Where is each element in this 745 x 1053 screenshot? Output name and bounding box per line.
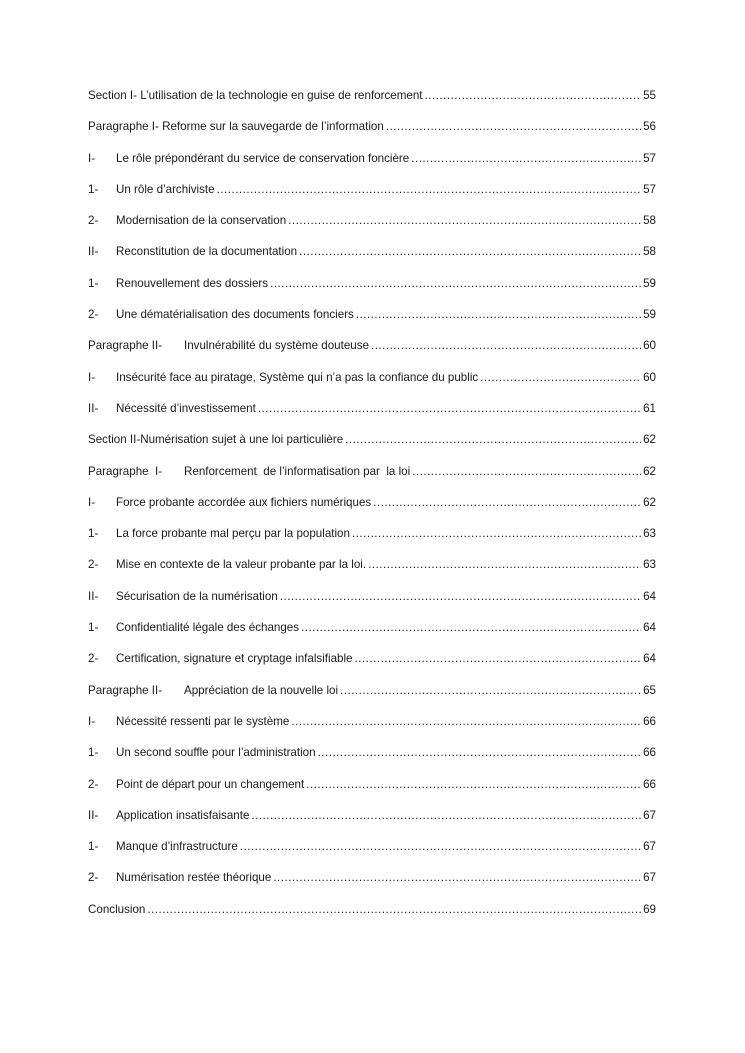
toc-entry-number: 1-	[88, 527, 99, 541]
toc-entry[interactable]	[88, 149, 656, 180]
toc-entry-number: I-	[88, 370, 96, 384]
toc-entry[interactable]	[88, 681, 656, 712]
toc-entry[interactable]	[88, 524, 656, 555]
toc-dot-leader	[306, 775, 641, 795]
toc-entry[interactable]	[88, 806, 656, 837]
toc-dot-leader	[480, 368, 641, 388]
toc-entry-page: 63	[643, 558, 656, 572]
toc-dot-leader	[240, 837, 641, 857]
toc-entry-page: 67	[643, 840, 656, 854]
toc-entry-title: Modernisation de la conservation	[116, 214, 287, 228]
toc-entry-number: II-	[88, 808, 99, 822]
toc-entry-title: Une dématérialisation des documents fonciers	[116, 308, 354, 322]
table-of-contents	[88, 86, 656, 931]
toc-entry-page: 58	[643, 245, 656, 259]
toc-entry[interactable]	[88, 242, 656, 273]
toc-entry-title: Insécurité face au piratage, Système qui n’a pas la confiance du public	[116, 370, 479, 384]
toc-entry-page: 64	[643, 652, 656, 666]
toc-entry-title: Un second souffle pour l’administration	[116, 746, 316, 760]
toc-entry[interactable]	[88, 868, 656, 899]
toc-dot-leader	[318, 743, 642, 763]
toc-dot-leader	[217, 180, 642, 200]
toc-entry-page: 59	[643, 308, 656, 322]
toc-entry-number: II-	[88, 589, 99, 603]
toc-entry-number: 2-	[88, 871, 99, 885]
toc-entry[interactable]	[88, 117, 656, 148]
toc-entry-page: 64	[643, 589, 656, 603]
toc-entry-page: 57	[643, 182, 656, 196]
toc-entry-number: Paragraphe II-	[88, 683, 163, 697]
toc-dot-leader	[355, 649, 642, 669]
toc-entry-number: 1-	[88, 840, 99, 854]
toc-entry-page: 66	[643, 777, 656, 791]
toc-dot-leader	[352, 524, 641, 544]
toc-entry[interactable]	[88, 837, 656, 868]
toc-entry-number: I-	[88, 495, 96, 509]
toc-dot-leader	[288, 211, 641, 231]
toc-entry-title: Invulnérabilité du système douteuse	[184, 339, 369, 353]
toc-entry-title: Paragraphe I- Reforme sur la sauvegarde de l’information	[88, 120, 384, 134]
toc-entry-title: Renforcement de l’informatisation par la loi	[184, 464, 411, 478]
toc-entry-page: 60	[643, 339, 656, 353]
toc-dot-leader	[299, 242, 641, 262]
toc-entry-page: 69	[643, 902, 656, 916]
toc-entry-number: I-	[88, 151, 96, 165]
toc-entry-page: 65	[643, 683, 656, 697]
toc-entry[interactable]	[88, 399, 656, 430]
toc-entry-number: 1-	[88, 276, 99, 290]
toc-entry-number: 2-	[88, 308, 99, 322]
toc-entry-title: Numérisation restée théorique	[116, 871, 272, 885]
toc-dot-leader	[386, 117, 641, 137]
toc-entry-number: 2-	[88, 214, 99, 228]
toc-entry-title: Manque d’infrastructure	[116, 840, 238, 854]
toc-entry-page: 66	[643, 714, 656, 728]
toc-entry-title: Sécurisation de la numérisation	[116, 589, 278, 603]
toc-entry[interactable]	[88, 305, 656, 336]
toc-entry-page: 67	[643, 808, 656, 822]
toc-entry[interactable]	[88, 743, 656, 774]
toc-entry-page: 60	[643, 370, 656, 384]
toc-entry-page: 55	[643, 89, 656, 102]
toc-entry-title: Application insatisfaisante	[116, 808, 250, 822]
toc-entry-number: 1-	[88, 182, 99, 196]
toc-entry-title: Section I- L’utilisation de la technologie en guise de renforcement	[88, 89, 423, 102]
toc-entry[interactable]	[88, 775, 656, 806]
toc-entry-title: Certification, signature et cryptage infalsifiable	[116, 652, 353, 666]
toc-dot-leader	[340, 681, 641, 701]
toc-entry[interactable]	[88, 712, 656, 743]
toc-entry-page: 61	[643, 401, 656, 415]
toc-entry-title: Confidentialité légale des échanges	[116, 621, 300, 635]
toc-entry-page: 62	[643, 495, 656, 509]
toc-entry-title: Section II-Numérisation sujet à une loi particulière	[88, 433, 344, 447]
toc-entry-page: 56	[643, 120, 656, 134]
toc-entry[interactable]	[88, 336, 656, 367]
toc-entry-title: La force probante mal perçu par la population	[116, 527, 350, 541]
toc-entry-title: Point de départ pour un changement	[116, 777, 305, 791]
toc-dot-leader	[371, 336, 641, 356]
toc-dot-leader	[373, 493, 641, 513]
toc-entry[interactable]	[88, 493, 656, 524]
toc-entry-page: 66	[643, 746, 656, 760]
toc-entry[interactable]	[88, 430, 656, 461]
toc-entry[interactable]	[88, 618, 656, 649]
toc-entry-page: 59	[643, 276, 656, 290]
toc-entry-title: Un rôle d’archiviste	[116, 182, 215, 196]
toc-entry-title: Nécessité ressenti par le système	[116, 714, 290, 728]
toc-dot-leader	[301, 618, 641, 638]
toc-entry-page: 67	[643, 871, 656, 885]
toc-entry[interactable]	[88, 900, 656, 931]
toc-entry-title: Mise en contexte de la valeur probante par la loi.	[116, 558, 367, 572]
toc-entry-number: II-	[88, 245, 99, 259]
toc-dot-leader	[147, 900, 641, 920]
toc-entry-number: 2-	[88, 558, 99, 572]
toc-entry-page: 63	[643, 527, 656, 541]
toc-entry-number: 1-	[88, 746, 99, 760]
toc-dot-leader	[251, 806, 641, 826]
toc-entry-title: Renouvellement des dossiers	[116, 276, 269, 290]
toc-entry-number: 2-	[88, 777, 99, 791]
toc-entry-number: Paragraphe I-	[88, 464, 163, 478]
toc-entry[interactable]	[88, 180, 656, 211]
toc-entry-title: Appréciation de la nouvelle loi	[184, 683, 339, 697]
toc-dot-leader	[273, 868, 641, 888]
toc-dot-leader	[368, 555, 641, 575]
toc-entry[interactable]	[88, 555, 656, 586]
toc-entry-title: Le rôle prépondérant du service de conservation foncière	[116, 151, 410, 165]
toc-entry-page: 57	[643, 151, 656, 165]
toc-dot-leader	[280, 587, 641, 607]
toc-dot-leader	[291, 712, 641, 732]
toc-dot-leader	[356, 305, 641, 325]
toc-entry-title: Conclusion	[88, 902, 146, 916]
toc-entry-number: 2-	[88, 652, 99, 666]
toc-dot-leader	[270, 274, 641, 294]
toc-entry-page: 64	[643, 621, 656, 635]
toc-entry[interactable]	[88, 649, 656, 680]
toc-dot-leader	[345, 430, 641, 450]
toc-dot-leader	[412, 462, 641, 482]
toc-entry-page: 62	[643, 433, 656, 447]
toc-entry-title: Nécessité d’investissement	[116, 401, 256, 415]
toc-entry[interactable]	[88, 86, 656, 117]
toc-entry-number: I-	[88, 714, 96, 728]
toc-entry-page: 58	[643, 214, 656, 228]
toc-dot-leader	[425, 86, 642, 106]
toc-entry[interactable]	[88, 462, 656, 493]
toc-dot-leader	[411, 149, 641, 169]
toc-entry[interactable]	[88, 211, 656, 242]
toc-entry-number: II-	[88, 401, 99, 415]
toc-entry[interactable]	[88, 587, 656, 618]
toc-entry-title: Reconstitution de la documentation	[116, 245, 298, 259]
toc-entry[interactable]	[88, 368, 656, 399]
toc-dot-leader	[258, 399, 641, 419]
toc-entry[interactable]	[88, 274, 656, 305]
toc-entry-number: 1-	[88, 621, 99, 635]
toc-entry-page: 62	[643, 464, 656, 478]
toc-entry-title: Force probante accordée aux fichiers numériques	[116, 495, 372, 509]
toc-entry-number: Paragraphe II-	[88, 339, 163, 353]
